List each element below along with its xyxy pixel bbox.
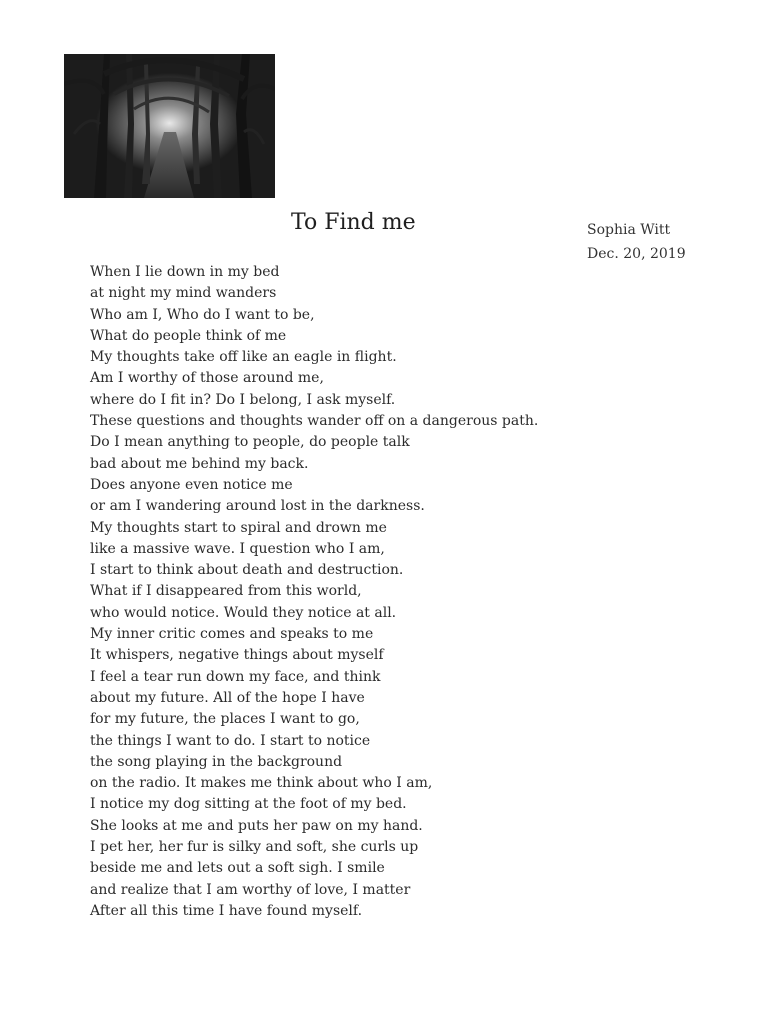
poem-line: the things I want to do. I start to notice xyxy=(90,732,371,749)
poem-line: What if I disappeared from this world, xyxy=(90,583,362,600)
poem-line: When I lie down in my bed xyxy=(90,264,280,280)
poem-line: Does anyone even notice me xyxy=(90,476,293,493)
forest-path-photo xyxy=(64,54,275,198)
poem-line: the song playing in the background xyxy=(90,753,343,770)
poem-line: I notice my dog sitting at the foot of my bed. xyxy=(90,796,407,813)
poem-line: After all this time I have found myself. xyxy=(90,902,363,919)
poem-line: who would notice. Would they notice at all. xyxy=(90,604,397,621)
poem-line: bad about me behind my back. xyxy=(90,455,309,472)
poem-line: Am I worthy of those around me, xyxy=(90,370,324,387)
poem-line: on the radio. It makes me think about who I am, xyxy=(90,775,433,792)
poem-line: or am I wandering around lost in the darkness. xyxy=(90,498,425,515)
poem-title: To Find me xyxy=(291,210,416,235)
poem-line: These questions and thoughts wander off on a dangerous path. xyxy=(90,413,539,430)
poem-line: for my future, the places I want to go, xyxy=(90,711,360,728)
poem-line: It whispers, negative things about myself xyxy=(90,647,384,664)
poem-line: I start to think about death and destruction. xyxy=(90,562,404,579)
poem-line: about my future. All of the hope I have xyxy=(90,689,365,706)
poem-line: and realize that I am worthy of love, I matter xyxy=(90,881,411,898)
author-block xyxy=(587,218,686,266)
poem-line: I feel a tear run down my face, and think xyxy=(90,668,381,685)
poem-line: beside me and lets out a soft sigh. I smile xyxy=(90,860,385,877)
poem-line: My inner critic comes and speaks to me xyxy=(90,626,374,643)
poem-line: What do people think of me xyxy=(90,327,287,344)
poem-line: Do I mean anything to people, do people talk xyxy=(90,434,410,451)
poem-line: like a massive wave. I question who I am, xyxy=(90,540,385,557)
poem-body xyxy=(90,262,538,922)
poem-date: Dec. 20, 2019 xyxy=(587,246,686,262)
author-name: Sophia Witt xyxy=(587,222,671,238)
poem-line: My thoughts start to spiral and drown me xyxy=(90,519,387,536)
poem-line: My thoughts take off like an eagle in flight. xyxy=(90,349,397,366)
poem-line: I pet her, her fur is silky and soft, she curls up xyxy=(90,839,419,856)
poem-line: at night my mind wanders xyxy=(90,285,277,302)
poem-line: She looks at me and puts her paw on my hand. xyxy=(90,817,423,834)
poem-line: where do I fit in? Do I belong, I ask myself. xyxy=(90,391,396,408)
poem-line: Who am I, Who do I want to be, xyxy=(90,306,315,323)
